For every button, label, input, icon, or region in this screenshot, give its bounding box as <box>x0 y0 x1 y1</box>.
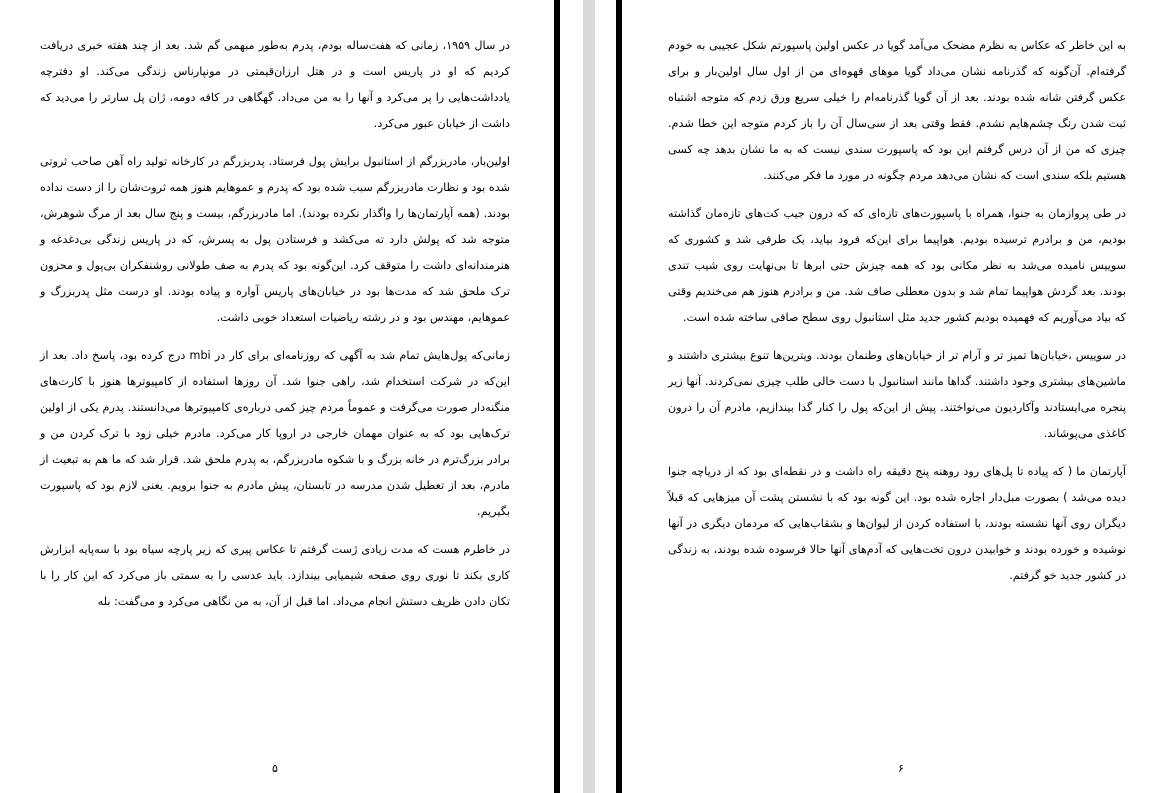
paragraph: به این خاطر که عکاس به نظرم مضحک می‌آمد گویا در عکس اولین پاسپورتم شکل عجیبی به خودم گرفته‌ام. آن‌گونه که گذرنامه نشان می‌داد گویا موهای قهوه‌ای من از اول سال اولین‌بار و برای عکس گرفتن شانه شده بودند. بعد از آن گویا گذرنامه‌ام را خیلی سریع ورق زدم که متوجه اشتباه ثبت شدن رنگ چشم‌هایم نشدم. فقط وقتی بعد از سی‌سال آن را باز کردم متوجه این خطا شدم. چیزی که من از آن درس گرفتم این بود که پاسپورت سندی نیست که به ما نشان بدهد چه کسی هستیم بلکه سندی است که نشان می‌دهد مردم چگونه در مورد ما فکر می‌کنند. <box>668 39 1126 182</box>
paragraph: در خاطرم هست که مدت زیادی ژست گرفتم تا عکاس پیری که زیر پارچه سیاه بود با سه‌پایه ابزارش کاری بکند تا نوری روی صفحه شیمیایی بیندازد. باید عدسی را به سمتی باز می‌کرد که این کار را با تکان دادن ظریف دستش انجام می‌داد. اما قبل از آن، به من نگاهی می‌کرد و می‌گفت: بله <box>40 543 510 608</box>
paragraph: آپارتمان ما ( که پیاده تا پل‌های رود روهنه پنج دقیقه راه داشت و در نقطه‌ای بود که از دریاچه جنوا دیده می‌شد ) بصورت مبل‌دار اجاره شده بود. این گونه بود که با نشستن پشت آن میزهایی که قبلاً دیگران روی آنها نشسته بودند، با استفاده کردن از لیوان‌ها و بشقاب‌هایی که مردمان دیگری در آنها نوشیده و خورده بودند و خوابیدن درون تخت‌هایی که آدم‌های آنها حالا فرسوده شده بودند، به زندگی در کشور جدید خو گرفتم. <box>668 465 1126 582</box>
page-left-body <box>40 33 510 627</box>
page-number-left: ۵ <box>272 762 278 775</box>
page-right-body <box>668 33 1126 601</box>
page-number-right: ۶ <box>898 762 904 775</box>
page-edge-divider <box>554 0 560 793</box>
page-left <box>0 0 554 793</box>
page-right <box>622 0 1171 793</box>
paragraph: در سوییس ،خیابان‌ها تمیز تر و آرام تر از خیابان‌های وطنمان بودند. ویترین‌ها تنوع بیشتری داشتند و ماشین‌های بیشتری وجود داشتند. گداها مانند استانبول با دست خالی طلب چیزی نمی‌کردند. آنها زیر پنجره می‌ایستادند وآکاردیون می‌نواختند. پیش از این‌که پول را کنار گدا بیندازیم، مادرم آن را درون کاغذی می‌پوشاند. <box>668 349 1126 440</box>
paragraph: در طی پروازمان به جنوا، همراه با پاسپورت‌های تازه‌ای که که درون جیب کت‌های تازه‌مان گذاشته بودیم، من و برادرم ترسیده بودیم. هواپیما برای این‌که فرود بیاید، یک طرفی شد و کشوری که سوییس نامیده می‌شد به نظر مکانی بود که همه چیزش حتی ابرها تا بی‌نهایت روی شیب تندی بودند. بعد گردش هواپیما تمام شد و بدون معطلی صاف شد. من و برادرم هنوز هم می‌خندیم وقتی که بیاد می‌آوریم که فهمیده بودیم کشور جدید مثل استانبول روی سطح صافی ساخته شده است. <box>668 207 1126 324</box>
paragraph: در سال ۱۹۵۹، زمانی که هفت‌ساله بودم، پدرم به‌طور مبهمی گم شد. بعد از چند هفته خبری دریافت کردیم که او در پاریس است و در هتل ارزان‌قیمتی در مونپارناس زندگی می‌کند. او دفترچه یادداشت‌هایی را پر می‌کرد و آنها را به من می‌داد. گهگاهی در کافه دومه، ژان پل سارتر را می‌دید که داشت از خیابان عبور می‌کرد. <box>40 39 510 130</box>
paragraph: زمانی‌که پول‌هایش تمام شد به آگهی که روزنامه‌ای برای کار در mbi درج کرده بود، پاسخ داد. بعد از این‌که در شرکت استخدام شد، راهی جنوا شد. آن روزها استفاده از کامپیوترها هنوز با کارت‌های منگنه‌دار صورت می‌گرفت و عموماً مردم چیز کمی درباره‌ی کامپیوترها می‌دانستند. پدرم یکی از اولین ترک‌هایی بود که به عنوان مهمان خارجی در اروپا کار می‌کرد. مادرم خیلی زود با ترک کردن من و برادر بزرگ‌ترم در خانه بزرگ و با شکوه مادربزرگم، به پدرم ملحق شد. قرار شد که ما هم به تبعیت از مادرم، بعد از تعطیل شدن مدرسه در تابستان، پیش مادرم به جنوا برویم. یعنی لازم بود که پاسپورت بگیریم. <box>40 349 511 518</box>
paragraph: اولین‌بار، مادربزرگم از استانبول برایش پول فرستاد. پدربزرگم در کارخانه تولید راه آهن صاحب ثروتی شده بود و نظارت مادربزرگم سبب شده بود که پدرم و عموهایم هنوز همه ثروت‌شان را از دست نداده بودند. (همه آپارتمان‌ها را واگذار نکرده بودند). اما مادربزرگم، بیست و پنج سال بعد از مرگ شوهرش، متوجه شد که پولش دارد ته می‌کشد و فرستادن پول به پسرش، که در پاریس زندگی بی‌دغدغه و هنرمندانه‌ای داشت را متوقف کرد. این‌گونه بود که پدرم به صف طولانی روشنفکران بی‌پول و محزون ترک ملحق شد که مدت‌ها بود در خیابان‌های پاریس آواره و پیاده بودند. او درست مثل پدربزرگ و عموهایم، مهندس بود و در رشته ریاضیات استعداد خوبی داشت. <box>40 155 510 324</box>
page-gutter-shade <box>583 0 595 793</box>
